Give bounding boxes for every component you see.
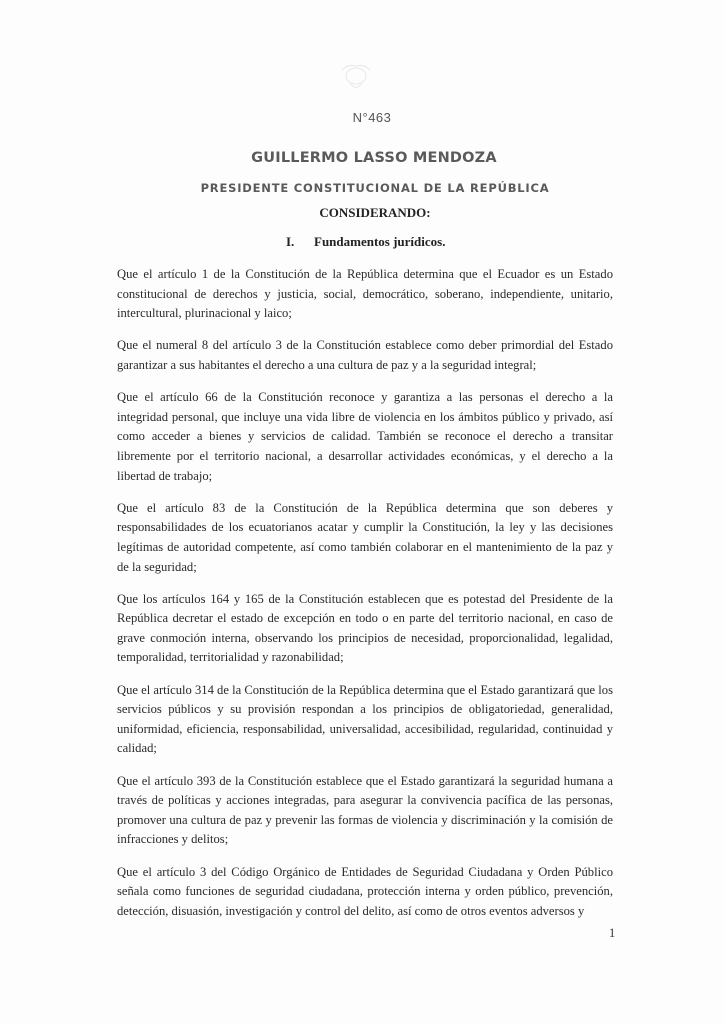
section-title: Fundamentos jurídicos. [314,234,446,249]
document-body [117,265,613,934]
section-number: I. [286,234,295,249]
paragraph: Que el artículo 83 de la Constitución de la República determina que son deberes y responsabilidades de los ecuatorianos acatar y cumplir la Constitución, la ley y las decisiones legítimas de autoridad competente, así como también colaborar en el mantenimiento de la paz y de la seguridad; [117,500,613,574]
paragraph: Que el artículo 314 de la Constitución de la República determina que el Estado garantizará que los servicios públicos y su provisión respondan a los principios de obligatoriedad, generalidad, uniformidad, eficiencia, responsabilidad, universalidad, accesibilidad, regularidad, continuidad y calidad; [117,682,613,756]
page-number: 1 [609,926,616,940]
decree-number: N°463 [352,110,392,125]
section-heading [286,234,445,250]
paragraph: Que el numeral 8 del artículo 3 de la Constitución establece como deber primordial del Estado garantizar a sus habitantes el derecho a una cultura de paz y a la seguridad integral; [117,338,613,372]
paragraph: Que el artículo 3 del Código Orgánico de Entidades de Seguridad Ciudadana y Orden Público señala como funciones de seguridad ciudadana, protección interna y orden público, prevención, detección, disuasión, investigación y control del delito, así como de otros eventos adversos y [117,864,613,918]
president-title: PRESIDENTE CONSTITUCIONAL DE LA REPÚBLICA [200,181,550,195]
paragraph: Que el artículo 66 de la Constitución reconoce y garantiza a las personas el derecho a la integridad personal, que incluye una vida libre de violencia en los ámbitos público y privado, así como acceder a bienes y servicios de calidad. También se reconoce el derecho a transitar libremente por el territorio nacional, a desarrollar actividades económicas, y el derecho a la libertad de trabajo; [117,390,613,483]
president-name: GUILLERMO LASSO MENDOZA [251,150,497,166]
paragraph: Que los artículos 164 y 165 de la Constitución establecen que es potestad del Presidente de la República decretar el estado de excepción en todo o en parte del territorio nacional, en caso de grave conmoción interna, observando los principios de necesidad, proporcionalidad, legalidad, temporalidad, territorialidad y razonabilidad; [117,591,613,665]
considerando-heading: CONSIDERANDO: [319,205,431,220]
paragraph: Que el artículo 393 de la Constitución establece que el Estado garantizará la seguridad humana a través de políticas y acciones integradas, para asegurar la convivencia pacífica de las personas, promover una cultura de paz y prevenir las formas de violencia y discriminación y la comisión de infracciones y delitos; [117,773,613,847]
paragraph: Que el artículo 1 de la Constitución de la República determina que el Ecuador es un Estado constitucional de derechos y justicia, social, democrático, soberano, independiente, unitario, intercultural, plurinacional y laico; [117,267,613,321]
coat-of-arms-watermark [336,60,376,90]
